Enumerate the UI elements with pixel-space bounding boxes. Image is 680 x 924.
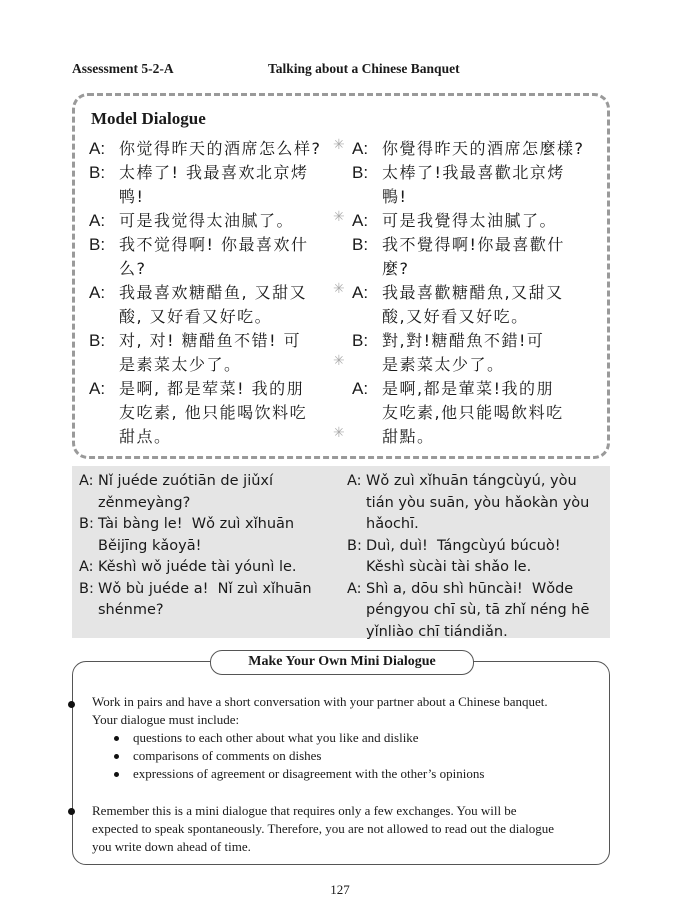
speaker-label: A: (352, 379, 369, 398)
model-dialogue-title: Model Dialogue (91, 109, 206, 128)
speaker-label: A: (79, 473, 94, 489)
pinyin-right-column (347, 471, 609, 643)
speaker-label: B: (89, 235, 106, 254)
dialogue-line (352, 209, 602, 233)
mini-dialogue-title: Make Your Own Mini Dialogue (210, 650, 474, 675)
dialogue-line (347, 536, 609, 558)
dialogue-line (79, 557, 334, 579)
instruction-line-1: Work in pairs and have a short conversation with your partner about a Chinese banquet. (92, 694, 548, 709)
dialogue-text: 是啊,都是葷菜!我的朋 (382, 379, 555, 398)
asterisk-icon: ✳ (333, 137, 345, 153)
model-dialogue-box (72, 93, 610, 459)
dialogue-text: 甜點。 (382, 427, 435, 446)
speaker-label: A: (89, 379, 106, 398)
note-line-1: Remember this is a mini dialogue that requires only a few exchanges. You will be (92, 803, 517, 818)
dialogue-text: Tài bàng le! Wǒ zuì xǐhuān (98, 516, 295, 532)
dialogue-line (89, 161, 327, 185)
speaker-label: B: (352, 331, 369, 350)
dialogue-line (352, 233, 602, 257)
speaker-label: A: (89, 211, 106, 230)
dialogue-text: 你覺得昨天的酒席怎麼樣? (382, 139, 585, 158)
dialogue-text: Duì, duì! Tángcùyú búcuò! (366, 537, 561, 554)
speaker-label (352, 305, 382, 329)
dialogue-line (347, 493, 609, 515)
dialogue-line (89, 185, 327, 209)
speaker-label: A: (352, 139, 369, 158)
speaker-label (347, 493, 366, 515)
speaker-label (352, 353, 382, 377)
instruction-line-2: Your dialogue must include: (92, 712, 240, 727)
speaker-label (347, 600, 366, 622)
speaker-label: A: (347, 473, 362, 489)
dialogue-text: 麼? (382, 259, 410, 278)
speaker-label: A: (347, 580, 362, 597)
speaker-label: B: (89, 163, 106, 182)
dialogue-text: 我不觉得啊! 你最喜欢什 (119, 235, 309, 254)
dialogue-text: 對,對!糖醋魚不錯!可 (382, 331, 545, 350)
dialogue-text: 酸,又好看又好吃。 (382, 307, 529, 326)
speaker-label: A: (352, 283, 369, 302)
dialogue-text: 是素菜太少了。 (119, 355, 242, 374)
dialogue-text: 么? (119, 259, 147, 278)
assessment-code: Assessment 5-2-A (72, 61, 174, 76)
speaker-label (89, 401, 119, 425)
dialogue-line (352, 377, 602, 401)
speaker-label (89, 257, 119, 281)
speaker-label: B: (89, 331, 106, 350)
speaker-label (79, 600, 98, 622)
speaker-label (89, 305, 119, 329)
dialogue-text: 酸, 又好看又好吃。 (119, 307, 273, 326)
dialogue-text: tián yòu suān, yòu hǎokàn yòu (366, 494, 590, 511)
dialogue-line (89, 281, 327, 305)
dialogue-line (89, 353, 327, 377)
speaker-label: B: (79, 516, 94, 532)
asterisk-icon: ✳ (333, 425, 345, 441)
dialogue-text: 太棒了!我最喜歡北京烤 (382, 163, 565, 182)
dialogue-text: 可是我覺得太油膩了。 (382, 211, 558, 230)
speaker-label: B: (347, 537, 362, 554)
dialogue-line (352, 281, 602, 305)
dialogue-text: Wǒ zuì xǐhuān tángcùyú, yòu (366, 473, 577, 489)
speaker-label (347, 557, 366, 579)
dialogue-line (89, 137, 327, 161)
speaker-label: B: (79, 580, 94, 597)
dialogue-line (89, 257, 327, 281)
dialogue-text: 是素菜太少了。 (382, 355, 505, 374)
dialogue-line (347, 471, 609, 493)
dialogue-line (352, 401, 602, 425)
page-number: 127 (330, 882, 350, 897)
asterisk-icon: ✳ (333, 209, 345, 225)
note-line-2: expected to speak spontaneously. Therefore, you are not allowed to read out the dialogue (92, 821, 555, 836)
dialogue-line (347, 514, 609, 536)
speaker-label: B: (352, 163, 369, 182)
dialogue-text: 对, 对! 糖醋鱼不错! 可 (119, 331, 302, 350)
dialogue-text: Nǐ juéde zuótiān de jiǔxí (98, 473, 274, 489)
dialogue-line (89, 401, 327, 425)
dialogue-line (347, 557, 609, 579)
traditional-dialogue (352, 137, 602, 449)
dot-icon (114, 772, 119, 777)
dialogue-text: Shì a, dōu shì hūncài! Wǒde (366, 580, 574, 597)
dialogue-line (79, 579, 334, 601)
dialogue-text: 太棒了! 我最喜欢北京烤 (119, 163, 309, 182)
dialogue-text: 我最喜欢糖醋鱼, 又甜又 (119, 283, 308, 302)
header (72, 61, 460, 77)
dialogue-text: yǐnliào chī tiándiǎn. (366, 623, 508, 640)
dialogue-line (89, 305, 327, 329)
dialogue-line (89, 209, 327, 233)
speaker-label (347, 622, 366, 644)
asterisk-icon: ✳ (333, 353, 345, 369)
dialogue-text: 友吃素, 他只能喝饮料吃 (119, 403, 308, 422)
dialogue-line (89, 233, 327, 257)
speaker-label (89, 185, 119, 209)
dot-icon (114, 736, 119, 741)
dialogue-text: 是啊, 都是荤菜! 我的朋 (119, 379, 305, 398)
speaker-label (352, 401, 382, 425)
speaker-label (352, 185, 382, 209)
dialogue-line (79, 600, 334, 622)
simplified-dialogue (89, 137, 327, 449)
speaker-label: A: (89, 283, 106, 302)
asterisk-icon: ✳ (333, 281, 345, 297)
speaker-label: A: (79, 559, 94, 575)
dialogue-line (79, 514, 334, 536)
dialogue-line (89, 329, 327, 353)
dialogue-text: hǎochī. (366, 516, 419, 532)
speaker-label (89, 425, 119, 449)
dialogue-text: 我不覺得啊!你最喜歡什 (382, 235, 565, 254)
dialogue-text: Wǒ bù juéde a! Nǐ zuì xǐhuān (98, 580, 312, 597)
dialogue-line (79, 536, 334, 558)
note-line-3: you write down ahead of time. (92, 839, 251, 854)
dialogue-line (352, 185, 602, 209)
dialogue-text: péngyou chī sù, tā zhǐ néng hē (366, 602, 590, 618)
dialogue-text: 鸭! (119, 187, 145, 206)
dialogue-text: 你觉得昨天的酒席怎么样? (119, 139, 322, 158)
dialogue-line (352, 161, 602, 185)
dot-icon (114, 754, 119, 759)
dialogue-text: Kěshì wǒ juéde tài yóunì le. (98, 559, 297, 575)
bullet-icon (68, 808, 75, 815)
dialogue-line (352, 329, 602, 353)
speaker-label: A: (89, 139, 106, 158)
dialogue-text: Běijīng kǎoyā! (98, 537, 202, 554)
dialogue-line (352, 353, 602, 377)
dialogue-line (347, 600, 609, 622)
assessment-title: Talking about a Chinese Banquet (268, 61, 460, 76)
speaker-label (352, 425, 382, 449)
pinyin-box (72, 466, 610, 638)
dialogue-line (352, 305, 602, 329)
dialogue-line (352, 137, 602, 161)
dialogue-line (352, 425, 602, 449)
speaker-label (79, 493, 98, 515)
pinyin-left-column (79, 471, 334, 622)
dialogue-line (89, 377, 327, 401)
dialogue-line (79, 493, 334, 515)
speaker-label: A: (352, 211, 369, 230)
dialogue-text: shénme? (98, 602, 164, 618)
dialogue-text: 可是我觉得太油腻了。 (119, 211, 295, 230)
speaker-label: B: (352, 235, 369, 254)
dialogue-text: Kěshì sùcài tài shǎo le. (366, 559, 532, 575)
speaker-label (352, 257, 382, 281)
dialogue-line (89, 425, 327, 449)
speaker-label (347, 514, 366, 536)
speaker-label (79, 536, 98, 558)
dialogue-line (347, 622, 609, 644)
dialogue-text: 甜点。 (119, 427, 172, 446)
dialogue-text: zěnmeyàng? (98, 494, 191, 511)
dialogue-line (79, 471, 334, 493)
dialogue-text: 友吃素,他只能喝飲料吃 (382, 403, 564, 422)
speaker-label (89, 353, 119, 377)
dialogue-line (352, 257, 602, 281)
dialogue-text: 鴨! (382, 187, 408, 206)
dialogue-text: 我最喜歡糖醋魚,又甜又 (382, 283, 564, 302)
dialogue-line (347, 579, 609, 601)
bullet-icon (68, 701, 75, 708)
